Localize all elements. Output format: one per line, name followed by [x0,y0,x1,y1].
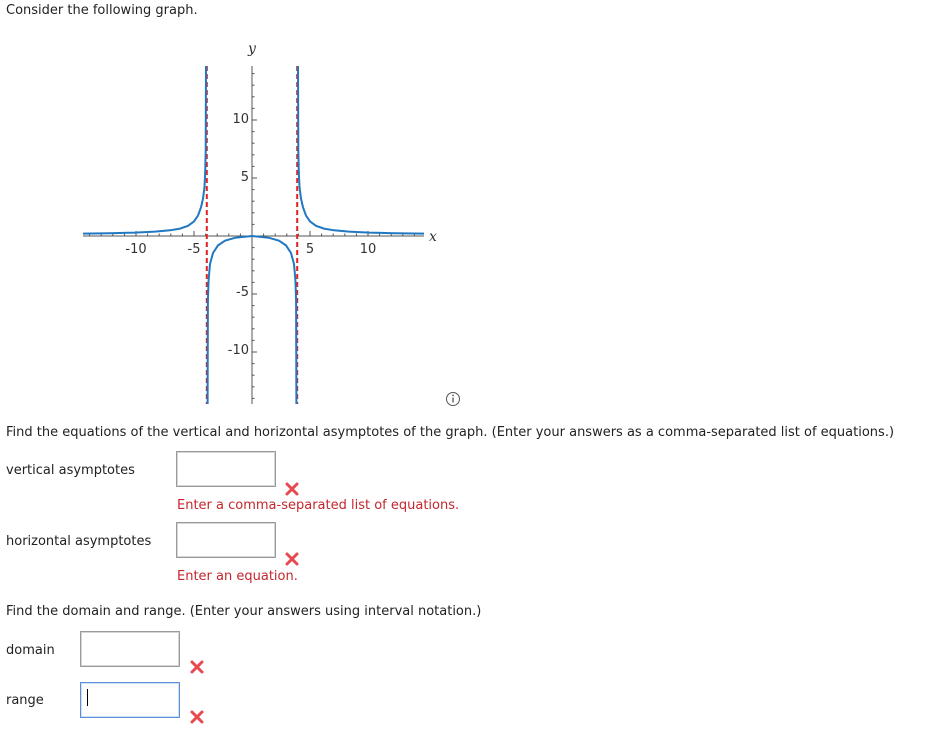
text-caret [87,689,88,706]
question-asymptotes: Find the equations of the vertical and horizontal asymptotes of the graph. (Enter your answers as a comma-separated list of equations.) [6,425,895,440]
horizontal-error-message: Enter an equation. [177,569,298,584]
domain-label: domain [6,643,55,658]
vertical-asymptotes-input[interactable] [176,451,276,487]
range-input[interactable] [80,682,180,718]
cross-icon [190,710,204,724]
curve-left-branch [83,66,206,234]
intro-text: Consider the following graph. [6,3,198,18]
horizontal-asymptotes-input[interactable] [176,522,276,558]
x-tick-label: -10 [125,242,147,257]
cross-icon [285,552,299,566]
y-tick-label: -10 [227,343,249,358]
y-tick-label: -5 [236,285,249,300]
cross-icon [190,660,204,674]
vertical-asymptotes-label: vertical asymptotes [6,463,135,478]
curve-right-branch [298,66,424,234]
info-icon[interactable] [447,393,460,406]
y-tick-label: 10 [232,112,249,127]
cross-icon [285,482,299,496]
question-domain-range: Find the domain and range. (Enter your answers using interval notation.) [6,604,482,619]
y-tick-label: 5 [240,170,249,185]
y-axis-label: y [248,41,256,57]
range-label: range [6,693,44,708]
x-tick-label: 5 [305,242,315,257]
domain-input[interactable] [80,631,180,667]
horizontal-asymptotes-label: horizontal asymptotes [6,534,152,549]
vertical-error-message: Enter a comma-separated list of equations. [177,498,460,513]
x-tick-label: 10 [359,242,377,257]
x-tick-label: -5 [187,242,201,257]
x-axis-label: x [429,229,437,245]
